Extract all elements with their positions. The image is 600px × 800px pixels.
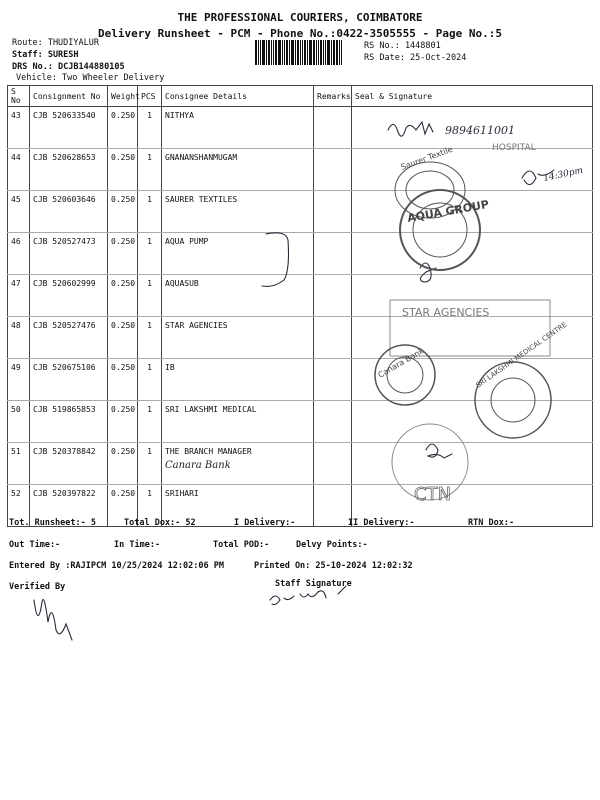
cell-pcs-text: 1 (147, 153, 152, 162)
cell-sno-text: 43 (11, 111, 21, 120)
cell-pcs-text: 1 (147, 489, 152, 498)
stamp-aqua: AQUA GROUP (406, 197, 490, 225)
cell-consignment-no (30, 443, 108, 485)
stamp-star: STAR AGENCIES (402, 306, 490, 319)
cell-remarks (314, 485, 352, 527)
cell-consignment-no (30, 107, 108, 149)
cell-consignee-text: NITHYA (165, 111, 194, 120)
cell-sno (8, 317, 30, 359)
out-time: Out Time:- (9, 540, 61, 550)
barcode-bar (339, 40, 340, 65)
total-pod: Total POD:- (213, 540, 270, 550)
rtn-dox: RTN Dox:- (468, 518, 515, 528)
cell-pcs-text: 1 (147, 405, 152, 414)
col-header-weight: Weight (108, 86, 138, 107)
barcode-bar (309, 40, 312, 65)
barcode-bar (327, 40, 330, 65)
cell-consignee-text: AQUA PUMP (165, 237, 209, 246)
barcode-bar (304, 40, 306, 65)
cell-weight-text: 0.250 (111, 111, 136, 120)
cell-remarks (314, 443, 352, 485)
delvy-points: Delvy Points:- (296, 540, 368, 550)
barcode-bar (318, 40, 319, 65)
cell-pcs (138, 317, 162, 359)
cell-consignment-no-text: CJB 520378842 (33, 447, 96, 456)
stamp-saurer: Saurer Textile (399, 144, 454, 172)
cell-pcs (138, 359, 162, 401)
cell-consignment-no (30, 359, 108, 401)
tot-runsheet: Tot. Runsheet:- 5 (9, 518, 96, 528)
cell-pcs-text: 1 (147, 321, 152, 330)
cell-weight-text: 0.250 (111, 447, 136, 456)
cell-consignment-no-text: CJB 520633540 (33, 111, 96, 120)
cell-consignee-text: GNANANSHANMUGAM (165, 153, 238, 162)
cell-weight (108, 107, 138, 149)
ii-delivery: II Delivery:- (348, 518, 415, 528)
cell-remarks (314, 149, 352, 191)
barcode-bar (273, 40, 274, 65)
cell-consignment-no-text: CJB 519865853 (33, 405, 96, 414)
barcode-bar (260, 40, 261, 65)
barcode-bar (262, 40, 265, 65)
cell-remarks (314, 401, 352, 443)
cell-consignee (162, 359, 314, 401)
barcode-bar (333, 40, 335, 65)
barcode-bar (323, 40, 324, 65)
runsheet-subtitle: Delivery Runsheet - PCM - Phone No.:0422-3505555 - Page No.:5 (98, 27, 502, 40)
cell-consignment-no (30, 149, 108, 191)
delivery-table (7, 85, 593, 527)
cell-consignee (162, 233, 314, 275)
consignee-handwritten-note: Canara Bank (165, 460, 231, 471)
cell-consignment-no-text: CJB 520603646 (33, 195, 96, 204)
barcode-bar (278, 40, 281, 65)
cell-remarks (314, 191, 352, 233)
cell-consignee (162, 443, 314, 485)
vehicle-label: Vehicle: Two Wheeler Delivery (16, 73, 165, 83)
barcode-bar (275, 40, 277, 65)
cell-consignee (162, 191, 314, 233)
staff-signature-label: Staff Signature (275, 579, 352, 589)
cell-sno-text: 50 (11, 405, 21, 414)
cell-pcs (138, 443, 162, 485)
cell-sno-text: 45 (11, 195, 21, 204)
barcode-bar (320, 40, 322, 65)
barcode-bar (313, 40, 315, 65)
cell-consignment-no (30, 233, 108, 275)
cell-sno (8, 359, 30, 401)
cell-seal-signature (352, 107, 593, 149)
rs-date: RS Date: 25-Oct-2024 (364, 53, 467, 63)
cell-sno (8, 233, 30, 275)
cell-sno (8, 401, 30, 443)
barcode-bar (307, 40, 308, 65)
cell-weight (108, 317, 138, 359)
barcode-bar (258, 40, 259, 65)
cell-consignee-text: IB (165, 363, 175, 372)
cell-weight-text: 0.250 (111, 321, 136, 330)
cell-weight (108, 359, 138, 401)
barcode-bar (302, 40, 303, 65)
staff-label: Staff: SURESH (12, 50, 79, 60)
cell-weight-text: 0.250 (111, 195, 136, 204)
cell-pcs-text: 1 (147, 111, 152, 120)
cell-pcs (138, 233, 162, 275)
barcode-bar (300, 40, 301, 65)
col-header-pcs: PCS (138, 86, 162, 107)
cell-consignee (162, 149, 314, 191)
cell-seal-signature (352, 359, 593, 401)
barcode-bar (284, 40, 285, 65)
cell-pcs-text: 1 (147, 195, 152, 204)
cell-consignment-no-text: CJB 520527473 (33, 237, 96, 246)
barcode-bar (282, 40, 283, 65)
table-row (8, 107, 593, 149)
entered-by: Entered By :RAJIPCM 10/25/2024 12:02:06 PM (9, 561, 224, 571)
table-row (8, 233, 593, 275)
cell-weight (108, 149, 138, 191)
table-row (8, 443, 593, 485)
cell-sno-text: 44 (11, 153, 21, 162)
total-dox: Total Dox:- 52 (124, 518, 196, 528)
barcode-bar (341, 40, 342, 65)
cell-pcs (138, 191, 162, 233)
cell-seal-signature (352, 317, 593, 359)
time-handwritten: 14:30pm (542, 165, 584, 184)
cell-consignment-no (30, 191, 108, 233)
col-header-consignee: Consignee Details (162, 86, 314, 107)
cell-pcs-text: 1 (147, 447, 152, 456)
barcode-bar (271, 40, 272, 65)
cell-consignee-text: SRI LAKSHMI MEDICAL (165, 405, 257, 414)
cell-seal-signature (352, 443, 593, 485)
in-time: In Time:- (114, 540, 161, 550)
cell-pcs (138, 275, 162, 317)
rs-number: RS No.: 1448801 (364, 41, 441, 51)
verified-by-label: Verified By (9, 582, 66, 592)
cell-consignment-no (30, 275, 108, 317)
cell-remarks (314, 275, 352, 317)
cell-consignee (162, 317, 314, 359)
verified-signature (34, 600, 72, 641)
cell-pcs (138, 107, 162, 149)
barcode-bar (295, 40, 296, 65)
cell-seal-signature (352, 275, 593, 317)
cell-weight-text: 0.250 (111, 405, 136, 414)
cell-pcs-text: 1 (147, 363, 152, 372)
cell-seal-signature (352, 191, 593, 233)
cell-sno-text: 48 (11, 321, 21, 330)
table-body (8, 107, 593, 527)
stamp-medical: SRI LAKSHMI MEDICAL CENTRE (474, 320, 569, 390)
cell-weight-text: 0.250 (111, 153, 136, 162)
col-header-seal: Seal & Signature (352, 86, 593, 107)
cell-weight-text: 0.250 (111, 363, 136, 372)
printed-on: Printed On: 25-10-2024 12:02:32 (254, 561, 413, 571)
barcode-bar (266, 40, 267, 65)
table-row (8, 401, 593, 443)
table-row (8, 191, 593, 233)
stamp-bank: Canara Bank (376, 346, 426, 380)
cell-consignee-text: SAURER TEXTILES (165, 195, 238, 204)
cell-sno (8, 149, 30, 191)
cell-sno-text: 49 (11, 363, 21, 372)
cell-consignment-no-text: CJB 520527476 (33, 321, 96, 330)
cell-consignee (162, 401, 314, 443)
cell-sno-text: 46 (11, 237, 21, 246)
cell-weight-text: 0.250 (111, 279, 136, 288)
cell-remarks (314, 359, 352, 401)
cell-consignee (162, 275, 314, 317)
cell-pcs-text: 1 (147, 237, 152, 246)
cell-consignment-no (30, 317, 108, 359)
cell-weight (108, 275, 138, 317)
col-header-remarks: Remarks (314, 86, 352, 107)
table-row (8, 275, 593, 317)
table-row (8, 149, 593, 191)
barcode-bar (297, 40, 299, 65)
cell-sno (8, 275, 30, 317)
cell-sno (8, 443, 30, 485)
barcode-bar (336, 40, 338, 65)
drs-barcode (255, 40, 357, 65)
cell-remarks (314, 107, 352, 149)
i-delivery: I Delivery:- (234, 518, 296, 528)
table-row (8, 359, 593, 401)
cell-seal-signature (352, 401, 593, 443)
cell-consignment-no-text: CJB 520397822 (33, 489, 96, 498)
cell-consignee-text: THE BRANCH MANAGER (165, 447, 252, 456)
cell-pcs (138, 401, 162, 443)
cell-consignment-no-text: CJB 520602999 (33, 279, 96, 288)
drs-number: DRS No.: DCJB144880105 (12, 62, 125, 72)
barcode-bar (268, 40, 270, 65)
cell-weight (108, 233, 138, 275)
barcode-bar (289, 40, 290, 65)
barcode-bar (286, 40, 288, 65)
cell-consignee-text: AQUASUB (165, 279, 199, 288)
barcode-bar (331, 40, 332, 65)
cell-seal-signature (352, 233, 593, 275)
cell-sno (8, 191, 30, 233)
cell-consignee-text: SRIHARI (165, 489, 199, 498)
cell-consignment-no-text: CJB 520628653 (33, 153, 96, 162)
cell-remarks (314, 233, 352, 275)
cell-pcs (138, 149, 162, 191)
cell-seal-signature (352, 149, 593, 191)
barcode-bar (325, 40, 326, 65)
cell-weight (108, 401, 138, 443)
barcode-bar (316, 40, 317, 65)
cell-weight (108, 443, 138, 485)
cell-sno-text: 52 (11, 489, 21, 498)
cell-sno-text: 47 (11, 279, 21, 288)
cell-pcs-text: 1 (147, 279, 152, 288)
cell-consignment-no-text: CJB 520675106 (33, 363, 96, 372)
cell-weight-text: 0.250 (111, 237, 136, 246)
cell-consignee (162, 107, 314, 149)
table-header-row (8, 86, 593, 107)
barcode-bar (291, 40, 294, 65)
barcode-bar (255, 40, 257, 65)
company-title: THE PROFESSIONAL COURIERS, COIMBATORE (177, 11, 423, 24)
ctn-mark: CTN (414, 484, 452, 505)
phone-handwritten: 9894611001 (445, 124, 515, 137)
table-row (8, 317, 593, 359)
cell-sno (8, 107, 30, 149)
cell-weight-text: 0.250 (111, 489, 136, 498)
cell-weight (108, 191, 138, 233)
cell-remarks (314, 317, 352, 359)
cell-sno-text: 51 (11, 447, 21, 456)
col-header-consignment: Consignment No (30, 86, 108, 107)
cell-consignment-no (30, 401, 108, 443)
route-label: Route: THUDIYALUR (12, 38, 99, 48)
stamp-hospital: HOSPITAL (492, 143, 536, 153)
col-header-sno: S No (8, 86, 30, 107)
cell-consignee-text: STAR AGENCIES (165, 321, 228, 330)
